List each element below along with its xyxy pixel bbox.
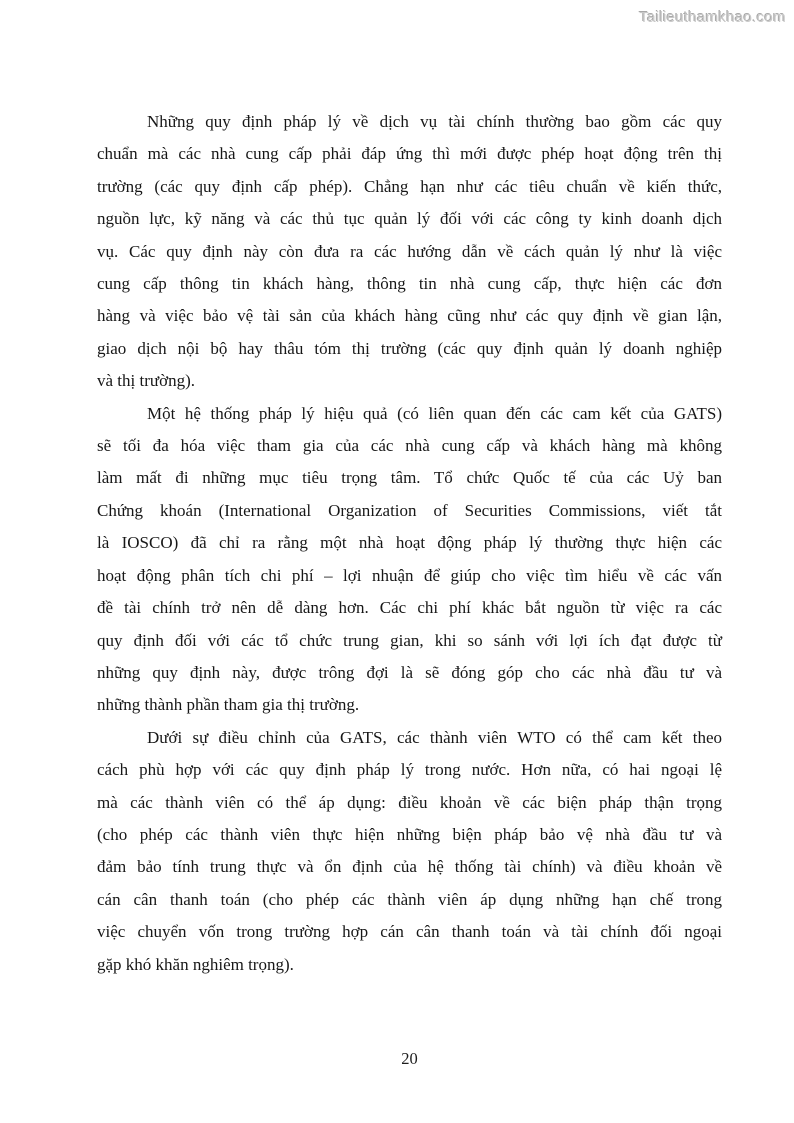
text-line: hoạt động phân tích chi phí – lợi nhuận để giúp cho việc tìm hiểu về các vấn (97, 565, 722, 585)
text-line: sẽ tối đa hóa việc tham gia của các nhà cung cấp và khách hàng mà không (97, 436, 722, 456)
text-line: Chứng khoán (International Organization of Securities Commissions, viết tắt (97, 500, 722, 520)
text-line: nguồn lực, kỹ năng và các thủ tục quản lý đối với các công ty kinh doanh dịch (97, 209, 722, 229)
text-line: cách phù hợp với các quy định pháp lý trong nước. Hơn nữa, có hai ngoại lệ (97, 760, 722, 780)
text-line: mà các thành viên có thể áp dụng: điều khoản về các biện pháp thận trọng (97, 792, 722, 812)
page-number: 20 (401, 1049, 418, 1068)
paragraph (97, 398, 722, 722)
text-line: hàng và việc bảo vệ tài sản của khách hàng cũng như các quy định về gian lận, (97, 306, 722, 326)
text-line: những quy định này, được trông đợi là sẽ đóng góp cho các nhà đầu tư và (97, 662, 722, 682)
text-line: và thị trường). (97, 371, 195, 391)
text-line: trường (các quy định cấp phép). Chẳng hạn như các tiêu chuẩn về kiến thức, (97, 176, 722, 196)
paragraph (97, 722, 722, 981)
text-line: Dưới sự điều chỉnh của GATS, các thành viên WTO có thể cam kết theo (147, 727, 722, 747)
text-line: đảm bảo tính trung thực và ổn định của hệ thống tài chính) và điều khoản về (97, 857, 722, 877)
text-line: cán cân thanh toán (cho phép các thành viên áp dụng những hạn chế trong (97, 889, 722, 909)
text-line: những thành phần tham gia thị trường. (97, 695, 360, 715)
text-line: vụ. Các quy định này còn đưa ra các hướng dẫn về cách quản lý như là việc (97, 241, 722, 261)
text-line: (cho phép các thành viên thực hiện những biện pháp bảo vệ nhà đầu tư và (97, 824, 722, 844)
document-body (97, 106, 722, 981)
watermark-text: Tailieuthamkhao.com (639, 9, 786, 26)
text-line: giao dịch nội bộ hay thâu tóm thị trường (các quy định quản lý doanh nghiệp (97, 338, 722, 358)
text-line: chuẩn mà các nhà cung cấp phải đáp ứng thì mới được phép hoạt động trên thị (97, 144, 722, 164)
text-line: là IOSCO) đã chỉ ra rằng một nhà hoạt động pháp lý thường thực hiện các (97, 533, 722, 553)
text-line: Những quy định pháp lý về dịch vụ tài chính thường bao gồm các quy (147, 112, 722, 131)
text-line: quy định đối với các tổ chức trung gian, khi so sánh với lợi ích đạt được từ (97, 630, 722, 650)
text-line: cung cấp thông tin khách hàng, thông tin nhà cung cấp, thực hiện các đơn (97, 274, 722, 294)
text-line: việc chuyển vốn trong trường hợp cán cân thanh toán và tài chính đối ngoại (97, 922, 722, 942)
text-line: Một hệ thống pháp lý hiệu quả (có liên quan đến các cam kết của GATS) (147, 403, 722, 423)
text-line: đề tài chính trở nên dễ dàng hơn. Các chi phí khác bắt nguồn từ việc ra các (97, 598, 722, 618)
paragraph (97, 106, 722, 398)
text-line: gặp khó khăn nghiêm trọng). (97, 954, 294, 974)
text-line: làm mất đi những mục tiêu trọng tâm. Tổ chức Quốc tế của các Uỷ ban (97, 468, 722, 488)
